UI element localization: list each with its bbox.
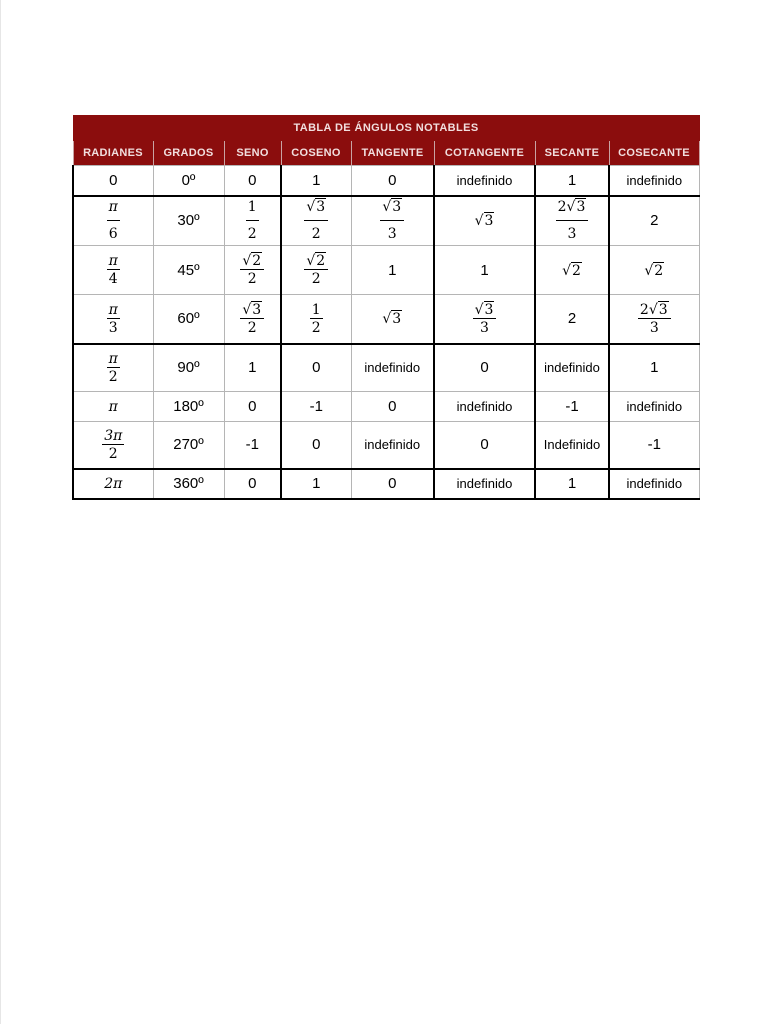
table-row bbox=[73, 295, 699, 344]
cell-grados: 60º bbox=[153, 295, 224, 344]
cell-radianes: π bbox=[73, 392, 153, 422]
cell-cosecante: indefinido bbox=[609, 166, 699, 196]
cell-radianes bbox=[73, 196, 153, 246]
fraction: $\frac{\pi}{2}$ bbox=[108, 350, 118, 385]
cell-secante bbox=[535, 246, 609, 295]
header-seno: SENO bbox=[224, 141, 281, 166]
cell-seno: 0 bbox=[224, 392, 281, 422]
table-title: TABLA DE ÁNGULOS NOTABLES bbox=[73, 116, 699, 141]
cell-cotangente bbox=[434, 295, 535, 344]
cell-grados: 180º bbox=[153, 392, 224, 422]
fraction: $\frac{√3}{3}$ bbox=[380, 200, 404, 241]
header-grados: GRADOS bbox=[153, 141, 224, 166]
fraction: $\frac{1}{2}$ bbox=[247, 199, 257, 243]
cell-radianes: 2π bbox=[73, 469, 153, 499]
notable-angles-table bbox=[72, 115, 700, 500]
cell-grados: 360º bbox=[153, 469, 224, 499]
cell-seno: 0 bbox=[224, 166, 281, 196]
table-row bbox=[73, 469, 699, 499]
fraction: $\frac{\pi}{3}$ bbox=[108, 301, 118, 336]
table-row bbox=[73, 422, 699, 469]
cell-coseno: 1 bbox=[281, 469, 351, 499]
cell-radianes: 0 bbox=[73, 166, 153, 196]
cell-tangente: indefinido bbox=[351, 422, 434, 469]
table-row bbox=[73, 392, 699, 422]
fraction: $\frac{√3}{2}$ bbox=[304, 200, 328, 241]
table-row bbox=[73, 246, 699, 295]
cell-tangente: 0 bbox=[351, 392, 434, 422]
cell-tangente: indefinido bbox=[351, 344, 434, 392]
cell-seno bbox=[224, 295, 281, 344]
cell-tangente: 1 bbox=[351, 246, 434, 295]
cell-grados: 30º bbox=[153, 196, 224, 246]
header-cosecante: COSECANTE bbox=[609, 141, 699, 166]
cell-secante: -1 bbox=[535, 392, 609, 422]
table-header-row bbox=[73, 141, 699, 166]
cell-cosecante bbox=[609, 295, 699, 344]
table-row bbox=[73, 196, 699, 246]
cell-seno: 1 bbox=[224, 344, 281, 392]
cell-radianes bbox=[73, 295, 153, 344]
cell-cosecante: 2 bbox=[609, 196, 699, 246]
cell-radianes bbox=[73, 422, 153, 469]
cell-radianes bbox=[73, 344, 153, 392]
cell-secante: Indefinido bbox=[535, 422, 609, 469]
fraction: $\frac{√3}{3}$ bbox=[473, 303, 497, 335]
header-tangente: TANGENTE bbox=[351, 141, 434, 166]
cell-cosecante: indefinido bbox=[609, 392, 699, 422]
table-row bbox=[73, 344, 699, 392]
cell-grados: 45º bbox=[153, 246, 224, 295]
cell-secante: 2 bbox=[535, 295, 609, 344]
cell-cosecante: indefinido bbox=[609, 469, 699, 499]
header-cotangente: COTANGENTE bbox=[434, 141, 535, 166]
cell-cotangente: indefinido bbox=[434, 392, 535, 422]
cell-radianes bbox=[73, 246, 153, 295]
cell-cotangente: 1 bbox=[434, 246, 535, 295]
cell-seno: 0 bbox=[224, 469, 281, 499]
cell-cosecante: -1 bbox=[609, 422, 699, 469]
cell-seno bbox=[224, 196, 281, 246]
cell-seno bbox=[224, 246, 281, 295]
header-radianes: RADIANES bbox=[73, 141, 153, 166]
cell-cotangente bbox=[434, 196, 535, 246]
cell-tangente: 0 bbox=[351, 166, 434, 196]
page-edge bbox=[0, 0, 1, 1024]
fraction: $\frac{√2}{2}$ bbox=[304, 254, 328, 286]
cell-grados: 0º bbox=[153, 166, 224, 196]
radical: √3 bbox=[474, 213, 494, 230]
cell-secante: indefinido bbox=[535, 344, 609, 392]
cell-coseno: 0 bbox=[281, 344, 351, 392]
cell-secante bbox=[535, 196, 609, 246]
fraction: $\frac{3\pi}{2}$ bbox=[104, 427, 123, 462]
header-coseno: COSENO bbox=[281, 141, 351, 166]
cell-coseno bbox=[281, 295, 351, 344]
cell-grados: 90º bbox=[153, 344, 224, 392]
cell-tangente bbox=[351, 196, 434, 246]
cell-cosecante: 1 bbox=[609, 344, 699, 392]
fraction: $\frac{2√3}{3}$ bbox=[556, 200, 589, 241]
fraction: $\frac{1}{2}$ bbox=[311, 301, 321, 336]
table-title-row bbox=[73, 116, 699, 141]
fraction: $\frac{2√3}{3}$ bbox=[638, 303, 671, 335]
header-secante: SECANTE bbox=[535, 141, 609, 166]
cell-cotangente: indefinido bbox=[434, 166, 535, 196]
cell-cotangente: indefinido bbox=[434, 469, 535, 499]
fraction: $\frac{√3}{2}$ bbox=[240, 303, 264, 335]
fraction: $\frac{√2}{2}$ bbox=[240, 254, 264, 286]
cell-tangente bbox=[351, 295, 434, 344]
cell-coseno: 0 bbox=[281, 422, 351, 469]
fraction: $\frac{\pi}{4}$ bbox=[108, 253, 118, 287]
radical: √2 bbox=[562, 262, 581, 279]
cell-coseno bbox=[281, 196, 351, 246]
cell-secante: 1 bbox=[535, 469, 609, 499]
cell-grados: 270º bbox=[153, 422, 224, 469]
table-row bbox=[73, 166, 699, 196]
cell-coseno: 1 bbox=[281, 166, 351, 196]
cell-seno: -1 bbox=[224, 422, 281, 469]
cell-tangente: 0 bbox=[351, 469, 434, 499]
cell-cotangente: 0 bbox=[434, 344, 535, 392]
radical: √2 bbox=[644, 262, 664, 279]
cell-cotangente: 0 bbox=[434, 422, 535, 469]
cell-secante: 1 bbox=[535, 166, 609, 196]
cell-coseno: -1 bbox=[281, 392, 351, 422]
cell-cosecante bbox=[609, 246, 699, 295]
fraction: $\frac{\pi}{6}$ bbox=[108, 199, 118, 243]
cell-coseno bbox=[281, 246, 351, 295]
radical: √3 bbox=[382, 311, 402, 328]
